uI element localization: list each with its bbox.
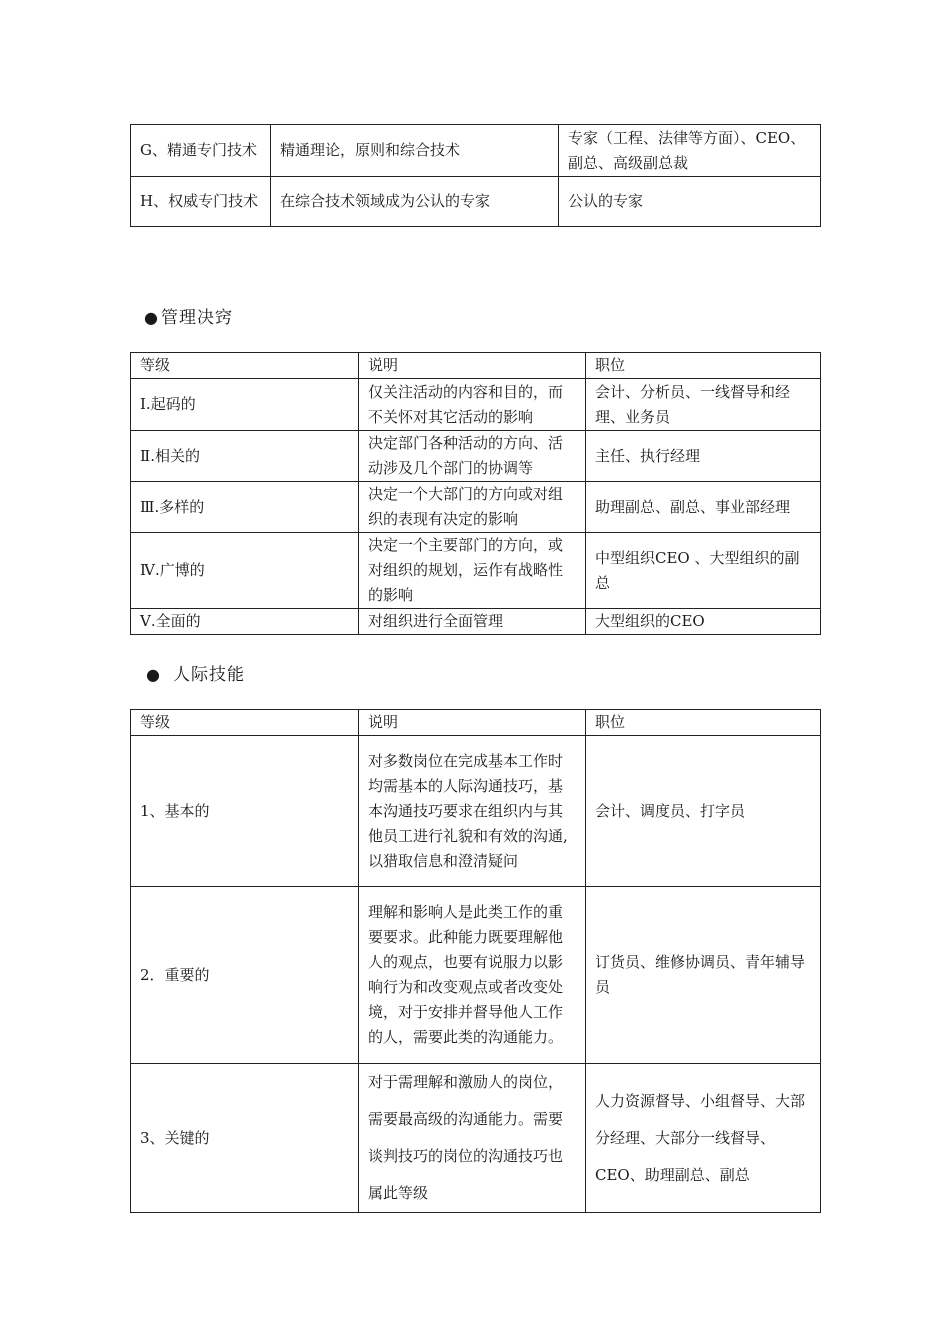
level-cell: Ⅰ.起码的	[131, 379, 359, 431]
pos-cell: 公认的专家	[559, 177, 821, 227]
level-cell: H、权威专门技术	[131, 177, 271, 227]
pos-cell: 人力资源督导、小组督导、大部分经理、大部分一线督导、CEO、助理副总、副总	[586, 1064, 821, 1213]
table-row	[131, 609, 821, 635]
level-cell: Ⅴ.全面的	[131, 609, 359, 635]
level-cell: Ⅳ.广博的	[131, 533, 359, 609]
header-level: 等级	[131, 353, 359, 379]
table-row	[131, 736, 821, 887]
bullet-icon: ●	[144, 308, 159, 327]
table-row	[131, 887, 821, 1064]
table-header-row	[131, 353, 821, 379]
level-cell: 1、基本的	[131, 736, 359, 887]
section-title: 人际技能	[172, 665, 245, 685]
level-cell: Ⅱ.相关的	[131, 431, 359, 482]
level-cell: 2．重要的	[131, 887, 359, 1064]
level-cell: Ⅲ.多样的	[131, 482, 359, 533]
table-row	[131, 177, 821, 227]
section-heading-management	[144, 303, 233, 328]
pos-cell: 中型组织CEO 、大型组织的副总	[586, 533, 821, 609]
section-title: 管理决窍	[160, 308, 233, 328]
pos-cell: 会计、分析员、一线督导和经理、业务员	[586, 379, 821, 431]
desc-cell: 精通理论，原则和综合技术	[271, 125, 559, 177]
desc-cell: 理解和影响人是此类工作的重要要求。此种能力既要理解他人的观点，也要有说服力以影响行为和改变观点或者改变处境，对于安排并督导他人工作的人，需要此类的沟通能力。	[359, 887, 586, 1064]
skill-level-table-continued	[130, 124, 821, 227]
pos-cell: 订货员、维修协调员、青年辅导员	[586, 887, 821, 1064]
level-cell: 3、关键的	[131, 1064, 359, 1213]
bullet-icon: ●	[146, 665, 161, 684]
table-row	[131, 431, 821, 482]
desc-cell: 对多数岗位在完成基本工作时均需基本的人际沟通技巧，基本沟通技巧要求在组织内与其他员工进行礼貌和有效的沟通,以猎取信息和澄清疑问	[359, 736, 586, 887]
pos-cell: 助理副总、副总、事业部经理	[586, 482, 821, 533]
header-level: 等级	[131, 710, 359, 736]
desc-cell: 对组织进行全面管理	[359, 609, 586, 635]
table-row	[131, 125, 821, 177]
desc-cell: 在综合技术领域成为公认的专家	[271, 177, 559, 227]
header-desc: 说明	[359, 353, 586, 379]
pos-cell: 会计、调度员、打字员	[586, 736, 821, 887]
desc-cell: 决定一个大部门的方向或对组织的表现有决定的影响	[359, 482, 586, 533]
table-row	[131, 482, 821, 533]
table-row	[131, 1064, 821, 1213]
header-desc: 说明	[359, 710, 586, 736]
table-header-row	[131, 710, 821, 736]
desc-cell: 对于需理解和激励人的岗位，需要最高级的沟通能力。需要谈判技巧的岗位的沟通技巧也属此等级	[359, 1064, 586, 1213]
desc-cell: 仅关注活动的内容和目的，而不关怀对其它活动的影响	[359, 379, 586, 431]
pos-cell: 主任、执行经理	[586, 431, 821, 482]
level-cell: G、精通专门技术	[131, 125, 271, 177]
desc-cell: 决定部门各种活动的方向、活动涉及几个部门的协调等	[359, 431, 586, 482]
interpersonal-table	[130, 709, 821, 1213]
table-row	[131, 533, 821, 609]
header-pos: 职位	[586, 353, 821, 379]
section-heading-interpersonal	[146, 660, 245, 685]
desc-cell: 决定一个主要部门的方向，或对组织的规划，运作有战略性的影响	[359, 533, 586, 609]
header-pos: 职位	[586, 710, 821, 736]
management-table	[130, 352, 821, 635]
pos-cell: 专家（工程、法律等方面）、CEO、副总、高级副总裁	[559, 125, 821, 177]
table-row	[131, 379, 821, 431]
pos-cell: 大型组织的CEO	[586, 609, 821, 635]
